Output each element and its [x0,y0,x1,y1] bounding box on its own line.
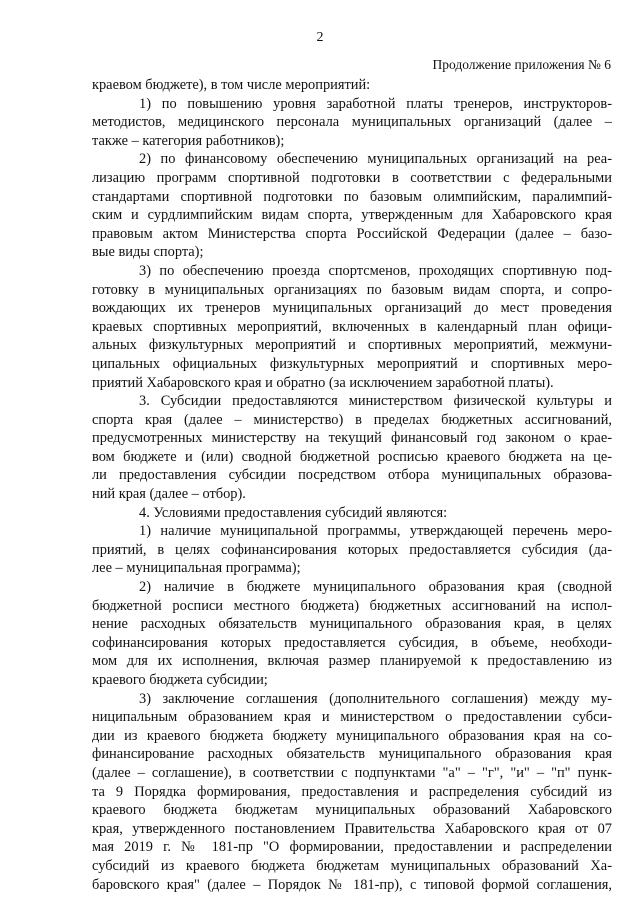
text-line: альных физкультурных мероприятий и спортивных мероприятий, межмуни- [92,337,612,354]
text-line: ний края (далее – отбор). [92,486,246,503]
text-line: дии из краевого бюджета бюджету муниципального образования края на со- [92,727,612,744]
paragraph-first-line: 3. Субсидии предоставляются министерством физической культуры и [139,393,612,410]
paragraph-first-line: 3) по обеспечению проезда спортсменов, проходящих спортивную под- [139,262,612,279]
text-line: приятий, в целях софинансирования которых предоставляется субсидия (да- [92,541,612,558]
paragraph-first-line: 4. Условиями предоставления субсидий являются: [139,504,448,521]
text-line: краевого бюджета бюджетам муниципальных образований Хабаровского [92,802,612,819]
paragraph-first-line: 1) по повышению уровня заработной платы тренеров, инструкторов- [139,95,612,112]
text-line: вождающих их тренеров муниципальных организаций до мест проведения [92,300,612,317]
text-line: методистов, медицинского персонала муниципальных организаций (далее – [92,114,612,131]
text-line: ским и сурдлимпийским видам спорта, утвержденным для Хабаровского края [92,207,612,224]
text-line: края, утвержденного постановлением Правительства Хабаровского края от 07 [92,820,612,837]
text-line: лизацию программ спортивной подготовки в соответствии с федеральными [92,169,612,186]
text-line: лее – муниципальная программа); [92,560,301,577]
appendix-continuation-label: Продолжение приложения № 6 [432,57,611,72]
text-line: вом бюджете и (или) сводной бюджетной росписью краевого бюджета на це- [92,448,612,465]
text-line: правовым актом Министерства спорта Российской Федерации (далее – базо- [92,225,612,242]
text-line: приятий Хабаровского края и обратно (за исключением заработной платы). [92,374,554,391]
page-number: 2 [316,30,324,45]
text-line: мом для их исполнения, включая размер планируемой к предоставлению из [92,653,612,670]
text-line: готовку в муниципальных организациях по базовым видам спорта, и сопро- [92,281,612,298]
text-line: финансирование расходных обязательств муниципального образования края [92,746,612,763]
text-line: софинансирования которых предоставляется субсидия, в объеме, необходи- [92,634,612,651]
text-line: краевых спортивных мероприятий, включенных в календарный план офици- [92,318,612,335]
text-line: нение расходных обязательств муниципального образования края, в целях [92,616,612,633]
text-line: стандартами спортивной подготовки по базовым олимпийским, паралимпий- [92,188,612,205]
paragraph-first-line: 1) наличие муниципальной программы, утверждающей перечень меро- [139,523,612,540]
text-line: бюджетной росписи местного бюджета) бюджетных ассигнований на испол- [92,597,612,614]
paragraph-first-line: 2) наличие в бюджете муниципального образования края (сводной [139,579,612,596]
text-line: та 9 Порядка формирования, предоставления и распределения субсидий из [92,783,612,800]
text-line: (далее – соглашение), в соответствии с подпунктами "а" – "г", "и" – "п" пунк- [92,764,612,781]
text-line: субсидий из краевого бюджета бюджетам муниципальных образований Ха- [92,857,612,874]
document-body [92,76,612,894]
text-line: мая 2019 г. № 181-пр "О формировании, предоставлении и распределении [92,839,612,856]
paragraph-first-line: 3) заключение соглашения (дополнительного соглашения) между му- [139,690,612,707]
text-line: предусмотренных министерству на текущий финансовый год законом о крае- [92,430,612,447]
text-line: ли предоставления субсидии посредством отбора муниципальных образова- [92,467,612,484]
text-line: также – категория работников); [92,132,285,149]
paragraph-first-line: 2) по финансовому обеспечению муниципальных организаций на реа- [139,151,612,168]
text-line: краевом бюджете), в том числе мероприятий: [92,77,371,93]
text-line: баровского края" (далее – Порядок № 181-пр), с типовой формой соглашения, [92,876,612,893]
text-line: вые виды спорта); [92,244,204,261]
text-line: ниципальным образованием края и министерством о предоставлении субси- [92,709,612,726]
text-line: спорта края (далее – министерство) в пределах бюджетных ассигнований, [92,411,612,428]
text-line: краевого бюджета субсидии; [92,672,268,688]
text-line: ципальных официальных физкультурных мероприятий и спортивных меро- [92,355,612,372]
